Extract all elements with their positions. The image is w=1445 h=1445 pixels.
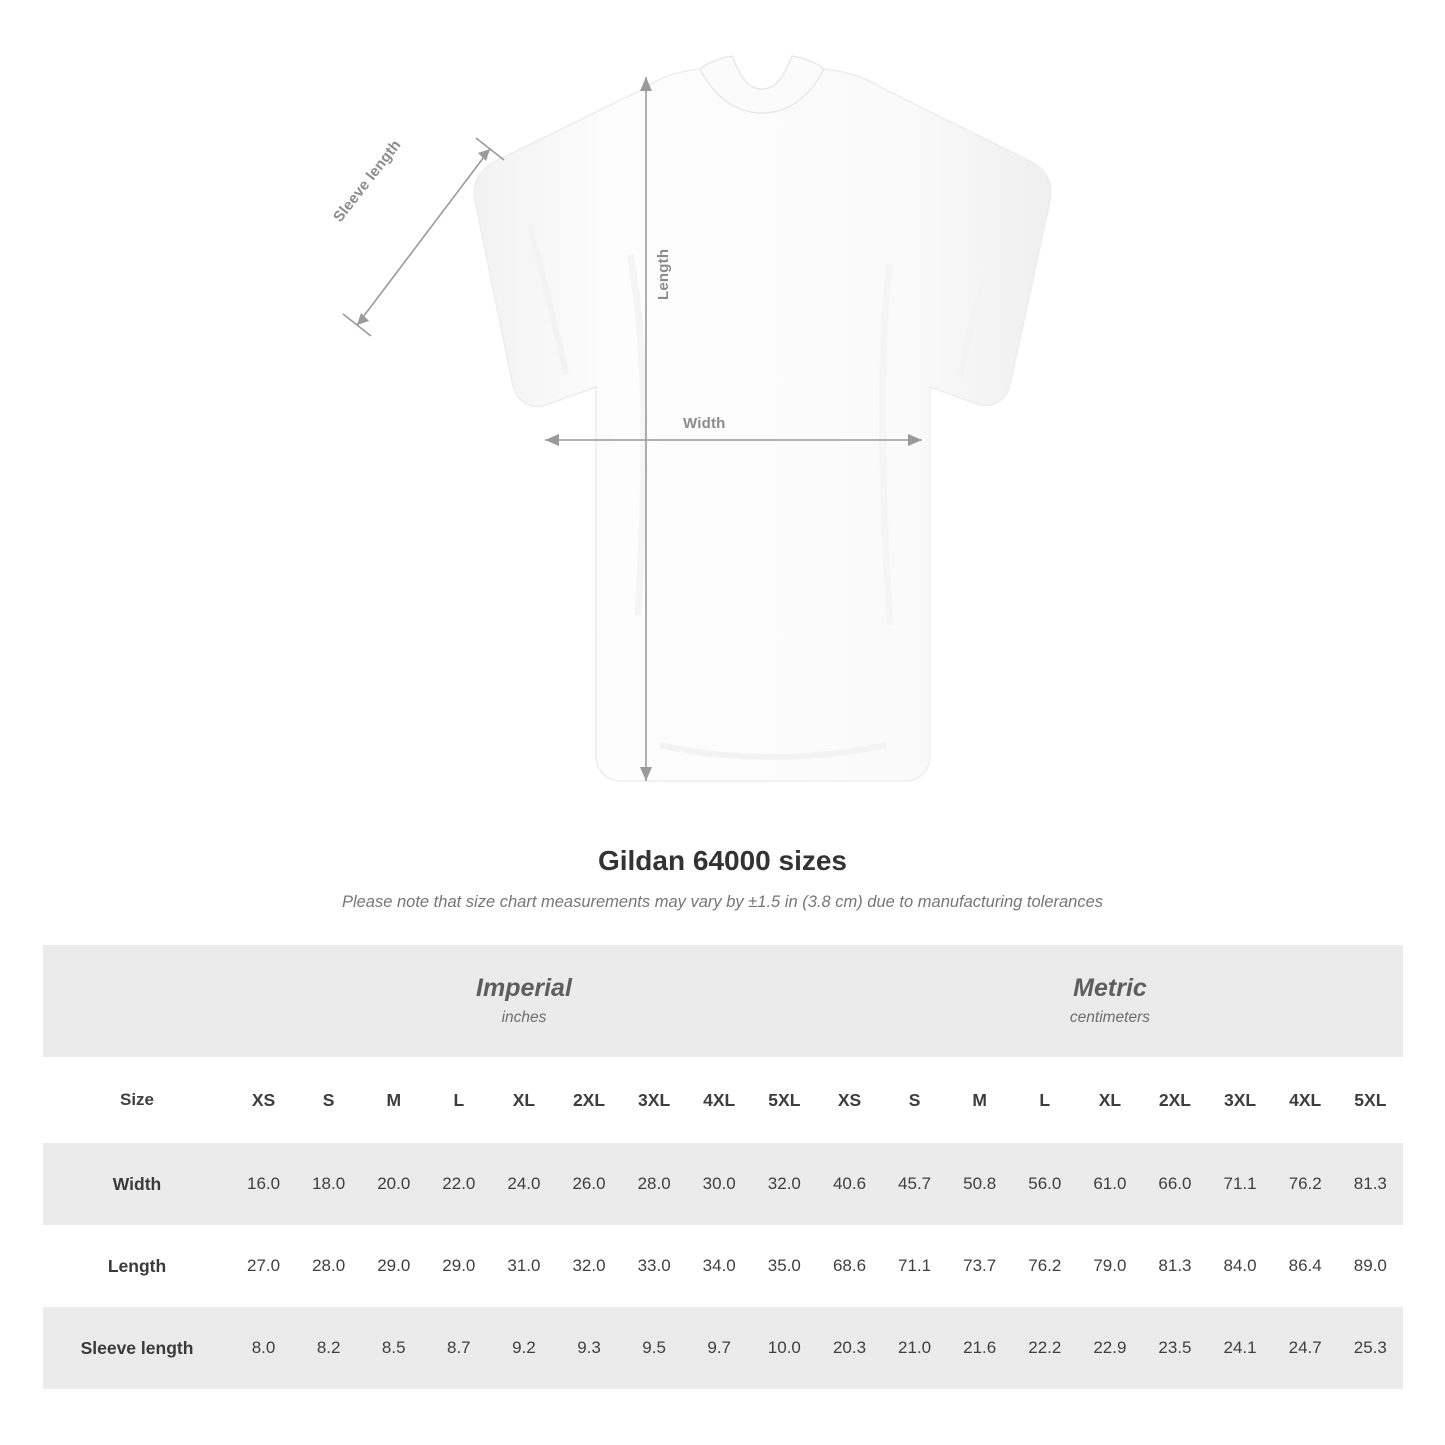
size-col-3xl-imperial: 3XL [622, 1057, 687, 1143]
cell-width-7: 30.0 [687, 1143, 752, 1225]
page-title: Gildan 64000 sizes [597, 845, 848, 876]
size-col-xl-imperial: XL [491, 1057, 556, 1143]
cell-width-5: 26.0 [556, 1143, 621, 1225]
cell-width-1: 18.0 [296, 1143, 361, 1225]
cell-sleeve-17: 25.3 [1338, 1307, 1403, 1389]
size-col-4xl-metric: 4XL [1273, 1057, 1338, 1143]
cell-length-9: 68.6 [817, 1225, 882, 1307]
size-col-4xl-imperial: 4XL [687, 1057, 752, 1143]
header-size-label: Size [43, 1057, 231, 1143]
size-col-m-imperial: M [361, 1057, 426, 1143]
cell-width-12: 56.0 [1012, 1143, 1077, 1225]
cell-length-4: 31.0 [491, 1225, 556, 1307]
cell-length-6: 33.0 [622, 1225, 687, 1307]
cell-width-11: 50.8 [947, 1143, 1012, 1225]
cell-width-17: 81.3 [1338, 1143, 1403, 1225]
cell-length-11: 73.7 [947, 1225, 1012, 1307]
cell-sleeve-14: 23.5 [1142, 1307, 1207, 1389]
cell-width-4: 24.0 [491, 1143, 556, 1225]
size-col-xs-imperial: XS [231, 1057, 296, 1143]
cell-length-14: 81.3 [1142, 1225, 1207, 1307]
cell-width-0: 16.0 [231, 1143, 296, 1225]
cell-sleeve-3: 8.7 [426, 1307, 491, 1389]
cell-width-2: 20.0 [361, 1143, 426, 1225]
size-header-row [43, 1057, 1403, 1143]
cell-sleeve-9: 20.3 [817, 1307, 882, 1389]
cell-width-8: 32.0 [752, 1143, 817, 1225]
cell-sleeve-2: 8.5 [361, 1307, 426, 1389]
cell-sleeve-8: 10.0 [752, 1307, 817, 1389]
cell-sleeve-10: 21.0 [882, 1307, 947, 1389]
cell-width-15: 71.1 [1208, 1143, 1273, 1225]
size-col-xs-metric: XS [817, 1057, 882, 1143]
unit-sub-metric: centimeters [1069, 1008, 1151, 1026]
cell-sleeve-0: 8.0 [231, 1307, 296, 1389]
cell-length-0: 27.0 [231, 1225, 296, 1307]
cell-length-16: 86.4 [1273, 1225, 1338, 1307]
cell-length-17: 89.0 [1338, 1225, 1403, 1307]
size-col-s-metric: S [882, 1057, 947, 1143]
size-col-3xl-metric: 3XL [1208, 1057, 1273, 1143]
tshirt-icon [330, 55, 1120, 815]
cell-sleeve-15: 24.1 [1208, 1307, 1273, 1389]
cell-length-3: 29.0 [426, 1225, 491, 1307]
size-col-5xl-metric: 5XL [1338, 1057, 1403, 1143]
cell-width-16: 76.2 [1273, 1143, 1338, 1225]
cell-sleeve-4: 9.2 [491, 1307, 556, 1389]
cell-sleeve-13: 22.9 [1077, 1307, 1142, 1389]
sleeve-length-label: Sleeve length [330, 136, 405, 226]
cell-sleeve-5: 9.3 [556, 1307, 621, 1389]
size-table [43, 945, 1403, 1389]
table-row [43, 1307, 1403, 1389]
table-row [43, 1225, 1403, 1307]
cell-width-9: 40.6 [817, 1143, 882, 1225]
cell-sleeve-7: 9.7 [687, 1307, 752, 1389]
size-col-s-imperial: S [296, 1057, 361, 1143]
cell-length-7: 34.0 [687, 1225, 752, 1307]
size-col-xl-metric: XL [1077, 1057, 1142, 1143]
length-label: Length [655, 248, 672, 300]
width-label: Width [683, 415, 726, 432]
cell-length-12: 76.2 [1012, 1225, 1077, 1307]
unit-sub-imperial: inches [501, 1008, 547, 1026]
row-label-width: Width [43, 1143, 231, 1225]
unit-header-spacer [43, 945, 231, 1057]
title-block [0, 845, 1445, 912]
size-col-5xl-imperial: 5XL [752, 1057, 817, 1143]
measurement-note: Please note that size chart measurements may vary by ±1.5 in (3.8 cm) due to manufacturing tolerances [341, 893, 1104, 911]
unit-header-metric [817, 945, 1403, 1057]
cell-width-14: 66.0 [1142, 1143, 1207, 1225]
cell-length-15: 84.0 [1208, 1225, 1273, 1307]
cell-width-13: 61.0 [1077, 1143, 1142, 1225]
cell-sleeve-16: 24.7 [1273, 1307, 1338, 1389]
size-col-l-imperial: L [426, 1057, 491, 1143]
cell-width-10: 45.7 [882, 1143, 947, 1225]
cell-length-8: 35.0 [752, 1225, 817, 1307]
cell-length-1: 28.0 [296, 1225, 361, 1307]
cell-length-10: 71.1 [882, 1225, 947, 1307]
cell-sleeve-12: 22.2 [1012, 1307, 1077, 1389]
cell-sleeve-1: 8.2 [296, 1307, 361, 1389]
size-col-l-metric: L [1012, 1057, 1077, 1143]
cell-width-6: 28.0 [622, 1143, 687, 1225]
cell-sleeve-6: 9.5 [622, 1307, 687, 1389]
cell-length-13: 79.0 [1077, 1225, 1142, 1307]
unit-name-metric: Metric [1073, 974, 1147, 1003]
size-col-2xl-imperial: 2XL [556, 1057, 621, 1143]
size-col-2xl-metric: 2XL [1142, 1057, 1207, 1143]
unit-header-imperial [231, 945, 817, 1057]
row-label-sleeve-length: Sleeve length [43, 1307, 231, 1389]
cell-sleeve-11: 21.6 [947, 1307, 1012, 1389]
table-row [43, 1143, 1403, 1225]
unit-name-imperial: Imperial [476, 974, 572, 1003]
size-table-wrapper [43, 945, 1403, 1389]
cell-length-2: 29.0 [361, 1225, 426, 1307]
unit-header-row [43, 945, 1403, 1057]
size-col-m-metric: M [947, 1057, 1012, 1143]
cell-length-5: 32.0 [556, 1225, 621, 1307]
row-label-length: Length [43, 1225, 231, 1307]
cell-width-3: 22.0 [426, 1143, 491, 1225]
